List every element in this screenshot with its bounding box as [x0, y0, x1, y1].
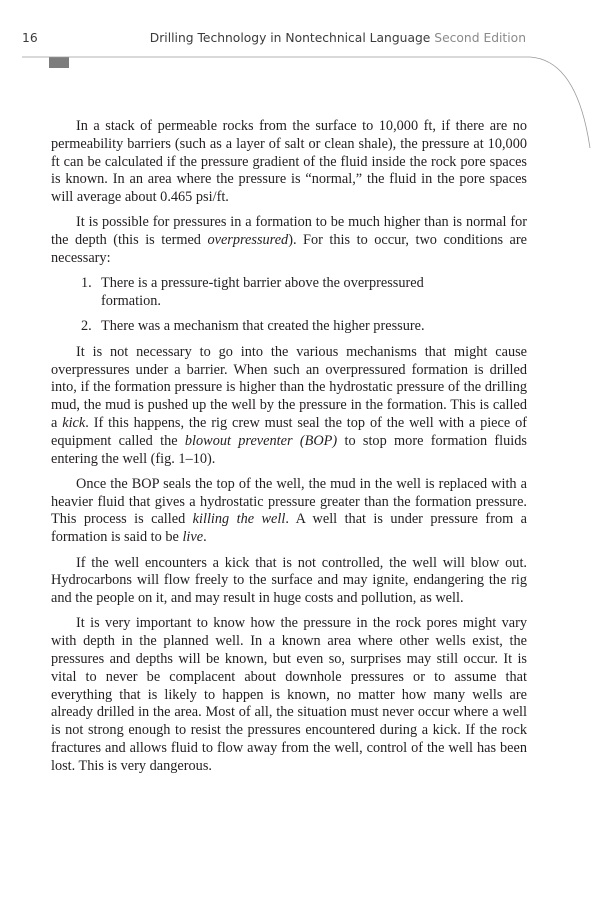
term-live: live — [182, 529, 204, 546]
list-number: 1. — [81, 275, 92, 292]
paragraph-1: In a stack of permeable rocks from the surface to 10,000 ft, if there are no permeability barriers (such as a layer of salt or clean shale), the pressure at 10,000 ft can be calculated if the pressure gradient of the fluid inside the rock pore spaces is known. In an area where the pressure is “normal,” the fluid in the pore spaces will average about 0.465 psi/ft. — [51, 118, 527, 206]
list-number: 2. — [81, 318, 92, 335]
paragraph-2: It is possible for pressures in a formation to be much higher than is normal for the depth (this is termed overpressured). For this to occur, two conditions are necessary: — [51, 214, 528, 267]
paragraph-5: If the well encounters a kick that is not controlled, the well will blow out. Hydrocarbons will flow freely to the surface and may ignite, endangering the rig and the people on it, and may result in huge costs and pollution, as well. — [51, 554, 527, 607]
paragraph-4: Once the BOP seals the top of the well, the mud in the well is replaced with a heavier fluid that gives a hydrostatic pressure greater than the formation pressure. This process is called killing the well. A well that is under pressure from a formation is said to be live. — [51, 475, 527, 546]
paragraph-6: It is very important to know how the pressure in the rock pores might vary with depth in the planned well. In a known area where other wells exist, the pressures and depths will be known, but even so, surprises may still occur. It is vital to never be complacent about downhole pressures or to assume that everything that is likely to happen is known, no matter how many wells are already drilled in the area. Most of all, the situation must never occur where a well is not strong enough to resist the pressures encountered during a kick. If the rock fractures and allows fluid to flow away from the well, control of the well has been lost. This is very dangerous. — [51, 615, 527, 774]
term-overpressured: overpressured — [207, 232, 289, 249]
page-number: 16 — [22, 31, 38, 45]
list-item — [51, 275, 527, 311]
paragraph-3: It is not necessary to go into the various mechanisms that might cause overpressures under a barrier. When such an overpressured formation is drilled into, if the formation pressure is higher than the hydrostatic pressure of the drilling mud, the mud is pushed up the well by the pressure in the formation. This is called a kick. If this happens, the rig crew must seal the top of the well with a piece of equipment called the blowout preventer (BOP) to stop more formation fluids entering the well (fig. 1–10). — [51, 343, 528, 467]
body-text — [51, 118, 527, 783]
edition-label: Second Edition — [434, 31, 526, 45]
term-kick: kick — [62, 414, 86, 431]
list-text: There was a mechanism that created the higher pressure. — [101, 318, 425, 335]
book-title: Drilling Technology in Nontechnical Language — [149, 31, 431, 45]
conditions-list — [51, 275, 527, 336]
list-text: There is a pressure-tight barrier above the overpressured formation. — [101, 275, 424, 310]
term-killing-the-well: killing the well — [192, 511, 286, 528]
list-item — [51, 318, 527, 336]
term-bop: blowout preventer (BOP) — [184, 432, 338, 449]
